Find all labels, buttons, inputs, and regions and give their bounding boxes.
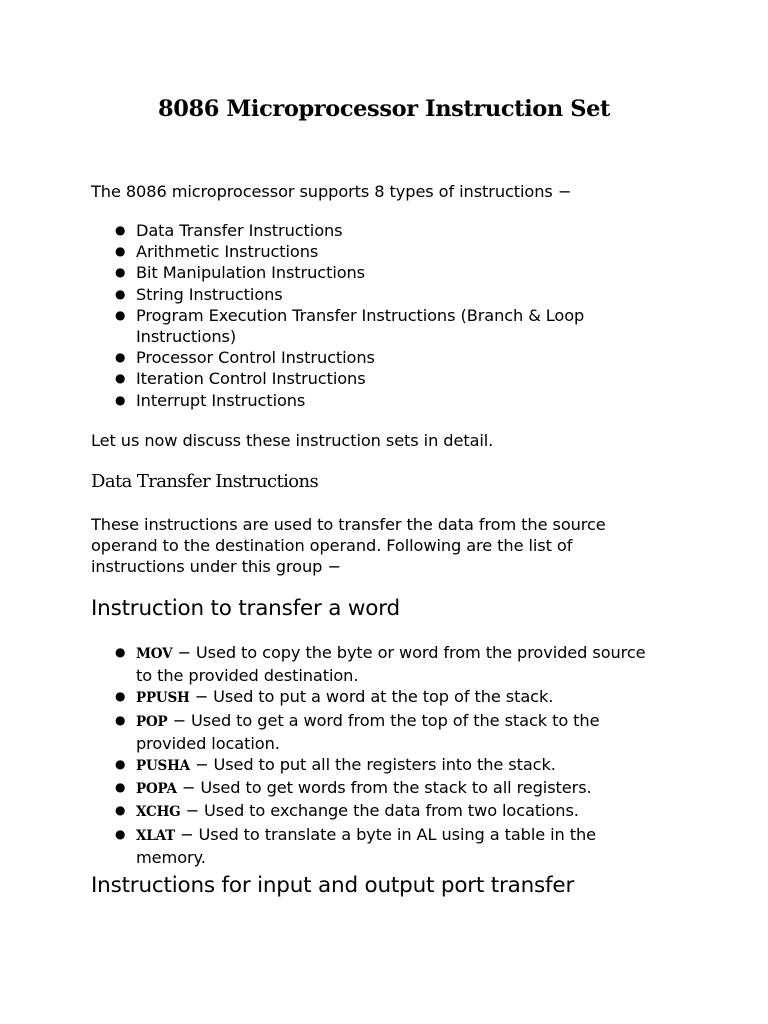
list-item-text: String Instructions [136, 284, 283, 304]
bullet-icon: ● [115, 826, 126, 841]
list-item-text: Arithmetic Instructions [136, 242, 319, 262]
bullet-icon: ● [115, 757, 126, 772]
list-item [91, 241, 651, 262]
bullet-icon: ● [115, 392, 126, 407]
instruction-mnemonic: PUSHA [136, 758, 190, 775]
bullet-icon: ● [115, 265, 126, 280]
instruction-description: − Used to put all the registers into the stack. [189, 755, 556, 775]
instruction-description: − Used to copy the byte or word from the provided source to the provided destination. [136, 643, 646, 686]
bullet-icon: ● [115, 307, 126, 322]
word-transfer-list [91, 642, 646, 868]
list-item-text: Interrupt Instructions [136, 390, 306, 410]
list-item-text: Iteration Control Instructions [136, 369, 366, 389]
bullet-icon: ● [115, 244, 126, 259]
bullet-icon: ● [115, 371, 126, 386]
io-transfer-heading: Instructions for input and output port transfer [91, 873, 575, 898]
list-item-text: Processor Control Instructions [136, 348, 375, 368]
list-item [91, 642, 646, 686]
bullet-icon: ● [115, 689, 126, 704]
instruction-mnemonic: POPA [136, 781, 177, 798]
list-item-text: Data Transfer Instructions [136, 221, 343, 240]
list-item-text: Bit Manipulation Instructions [136, 263, 366, 283]
instruction-types-list [91, 220, 651, 411]
instruction-description: − Used to get a word from the top of the stack to the provided location. [136, 710, 600, 753]
list-item [91, 824, 646, 868]
bullet-icon: ● [115, 780, 126, 795]
bullet-icon: ● [115, 286, 126, 301]
section-heading: Data Transfer Instructions [91, 471, 319, 492]
list-item [91, 710, 646, 754]
bullet-icon: ● [115, 223, 126, 237]
instruction-description: − Used to translate a byte in AL using a table in the memory. [136, 824, 597, 867]
bullet-icon: ● [115, 803, 126, 818]
section-description: These instructions are used to transfer the data from the source operand to the destination operand. Following are the list of instructions under this group − [91, 515, 606, 577]
list-item [91, 220, 651, 241]
discuss-text: Let us now discuss these instruction sets in detail. [91, 431, 494, 450]
instruction-description: − Used to get words from the stack to all registers. [176, 778, 592, 798]
list-item [91, 800, 646, 823]
list-item [91, 262, 651, 283]
bullet-icon: ● [115, 712, 126, 727]
list-item [91, 390, 651, 411]
page-title: 8086 Microprocessor Instruction Set [157, 96, 611, 122]
bullet-icon: ● [115, 350, 126, 365]
intro-text: The 8086 microprocessor supports 8 types of instructions − [91, 182, 572, 201]
list-item [91, 347, 651, 368]
instruction-mnemonic: MOV [136, 646, 173, 662]
instruction-description: − Used to exchange the data from two locations. [180, 801, 579, 821]
list-item [91, 284, 651, 305]
instruction-mnemonic: XCHG [136, 804, 181, 821]
word-transfer-heading: Instruction to transfer a word [91, 596, 400, 621]
bullet-icon: ● [115, 645, 126, 659]
list-item-text: Program Execution Transfer Instructions (Branch & Loop Instructions) [136, 305, 585, 347]
list-item [91, 686, 646, 709]
list-item [91, 305, 651, 347]
instruction-mnemonic: XLAT [136, 827, 175, 844]
list-item [91, 368, 651, 389]
list-item [91, 777, 646, 800]
instruction-description: − Used to put a word at the top of the stack. [189, 687, 554, 707]
list-item [91, 754, 646, 777]
instruction-mnemonic: PPUSH [136, 690, 190, 707]
instruction-mnemonic: POP [136, 713, 168, 730]
